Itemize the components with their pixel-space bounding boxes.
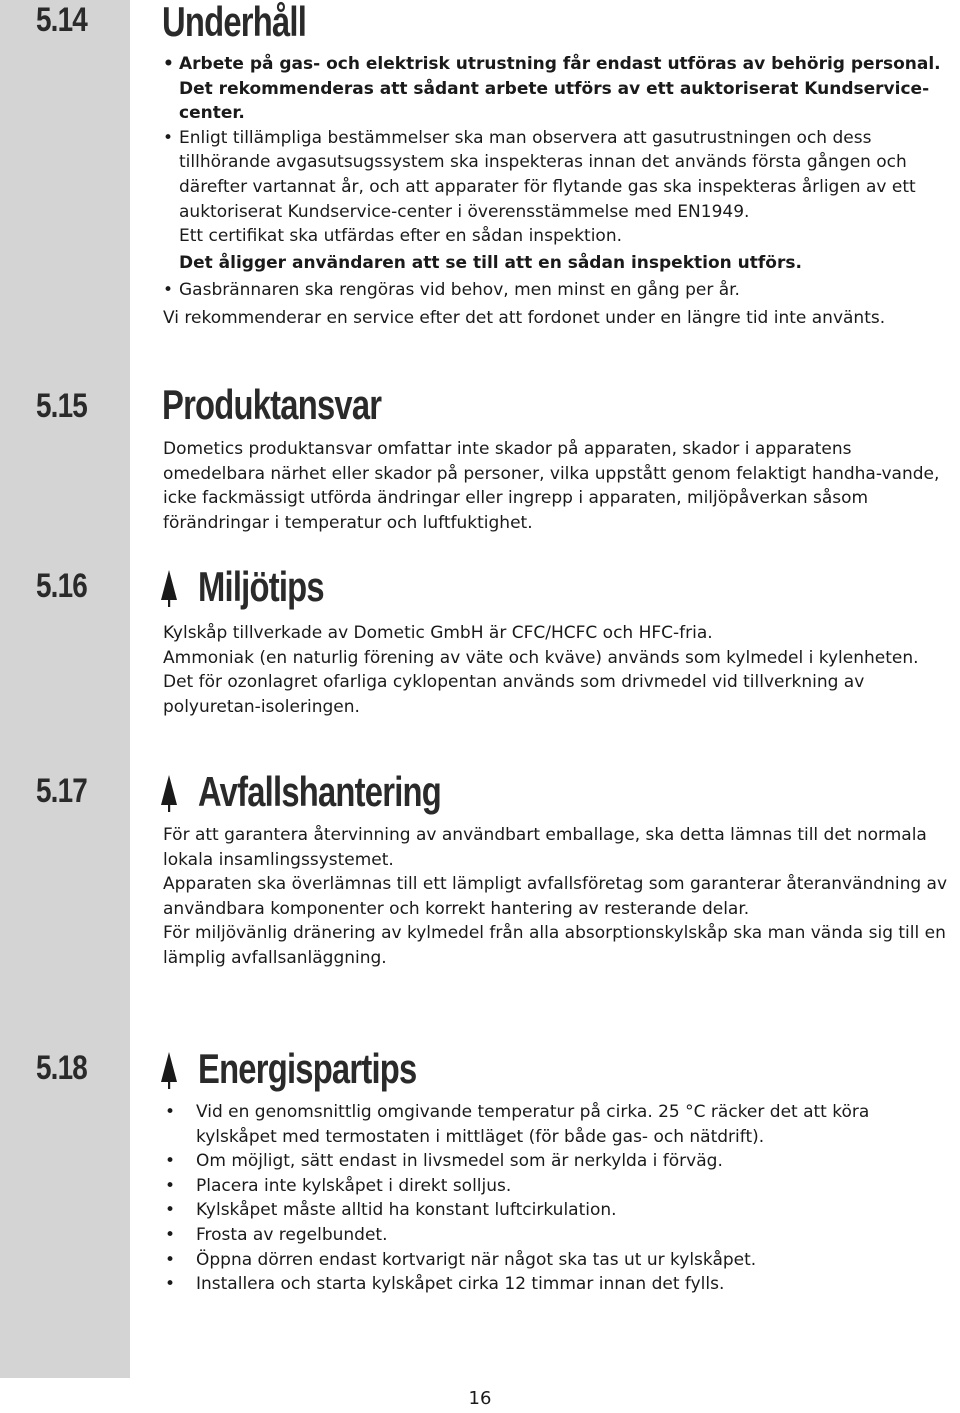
section-title: Avfallshantering: [198, 768, 441, 815]
list-item: • Placera inte kylskåpet i direkt solljus.: [163, 1174, 953, 1199]
tips-list: [163, 1100, 953, 1297]
tree-icon: [158, 773, 180, 813]
paragraph: För miljövänlig dränering av kylmedel från alla absorptionskylskåp ska man vända sig till en lämplig avfallsanläggning.: [163, 923, 946, 968]
paragraph: Dometics produktansvar omfattar inte skador på apparaten, skador i apparatens omedelbara närhet eller skador på personer, vilka uppstått genom felaktigt handha-vande, icke fackmässigt utförda ändringar eller ingrepp i apparaten, miljöpåverkan såsom förändringar i temperatur och luftfuktighet.: [163, 439, 940, 533]
section-body: [163, 823, 953, 971]
section-title: Underhåll: [162, 0, 307, 45]
page-number: 16: [468, 1388, 492, 1409]
section-title: Energispartips: [198, 1045, 417, 1092]
bullet-item: • Arbete på gas- och elektrisk utrustning får endast utföras av behörig personal. Det rekommenderas att sådant arbete utförs av ett auktoriserat Kundservice-center.: [163, 52, 953, 126]
section-number: 5.15: [36, 387, 87, 425]
section-number: 5.16: [36, 567, 87, 605]
section-body: [163, 1100, 953, 1297]
bullet-item: • Gasbrännaren ska rengöras vid behov, men minst en gång per år.: [163, 278, 953, 303]
list-item: • Om möjligt, sätt endast in livsmedel som är nerkylda i förväg.: [163, 1149, 953, 1174]
section-body: [163, 621, 953, 719]
section-title: Produktansvar: [162, 381, 382, 428]
section-number: 5.17: [36, 772, 87, 810]
list-item: • Frosta av regelbundet.: [163, 1223, 953, 1248]
section-number: 5.14: [36, 1, 87, 39]
paragraph: Ammoniak (en naturlig förening av väte och kväve) används som kylmedel i kylenheten. Det för ozonlagret ofarliga cyklopentan används som drivmedel vid tillverkning av polyuretan-isoleringen.: [163, 647, 919, 717]
section-body: [163, 52, 953, 331]
tree-icon: [158, 568, 180, 608]
section-title: Miljötips: [198, 563, 324, 610]
sidebar-band: [0, 0, 130, 1378]
paragraph: För att garantera återvinning av användbart emballage, ska detta lämnas till det normala lokala insamlingssystemet.: [163, 825, 927, 870]
section-number: 5.18: [36, 1049, 87, 1087]
section-body: [163, 437, 953, 535]
bullet-item: • Enligt tillämpliga bestämmelser ska man observera att gasutrustningen och dess tillhörande avgasutsugssystem ska inspekteras innan det används första gången och därefter vartannat år, och att apparater för flytande gas ska inspekteras årligen av ett auktoriserat Kundservice-center i överensstämmelse med EN1949.: [163, 126, 953, 224]
paragraph: Kylskåp tillverkade av Dometic GmbH är CFC/HCFC och HFC-fria.: [163, 623, 713, 643]
paragraph: Vi rekommenderar en service efter det att fordonet under en längre tid inte använts.: [163, 307, 886, 328]
list-item: • Kylskåpet måste alltid ha konstant luftcirkulation.: [163, 1198, 953, 1223]
bold-paragraph: Det åligger användaren att se till att en sådan inspektion utförs.: [179, 252, 802, 273]
paragraph: Apparaten ska överlämnas till ett lämpligt avfallsföretag som garanterar återanvändning av användbara komponenter och korrekt hantering av resterande delar.: [163, 874, 948, 919]
paragraph: Ett certifikat ska utfärdas efter en sådan inspektion.: [179, 226, 623, 247]
tree-icon: [158, 1050, 180, 1090]
list-item: • Installera och starta kylskåpet cirka 12 timmar innan det fylls.: [163, 1272, 953, 1297]
list-item: • Vid en genomsnittlig omgivande temperatur på cirka. 25 °C räcker det att köra kylskåpet med termostaten i mittläget (för både gas- och nätdrift).: [163, 1100, 953, 1149]
list-item: • Öppna dörren endast kortvarigt när något ska tas ut ur kylskåpet.: [163, 1248, 953, 1273]
